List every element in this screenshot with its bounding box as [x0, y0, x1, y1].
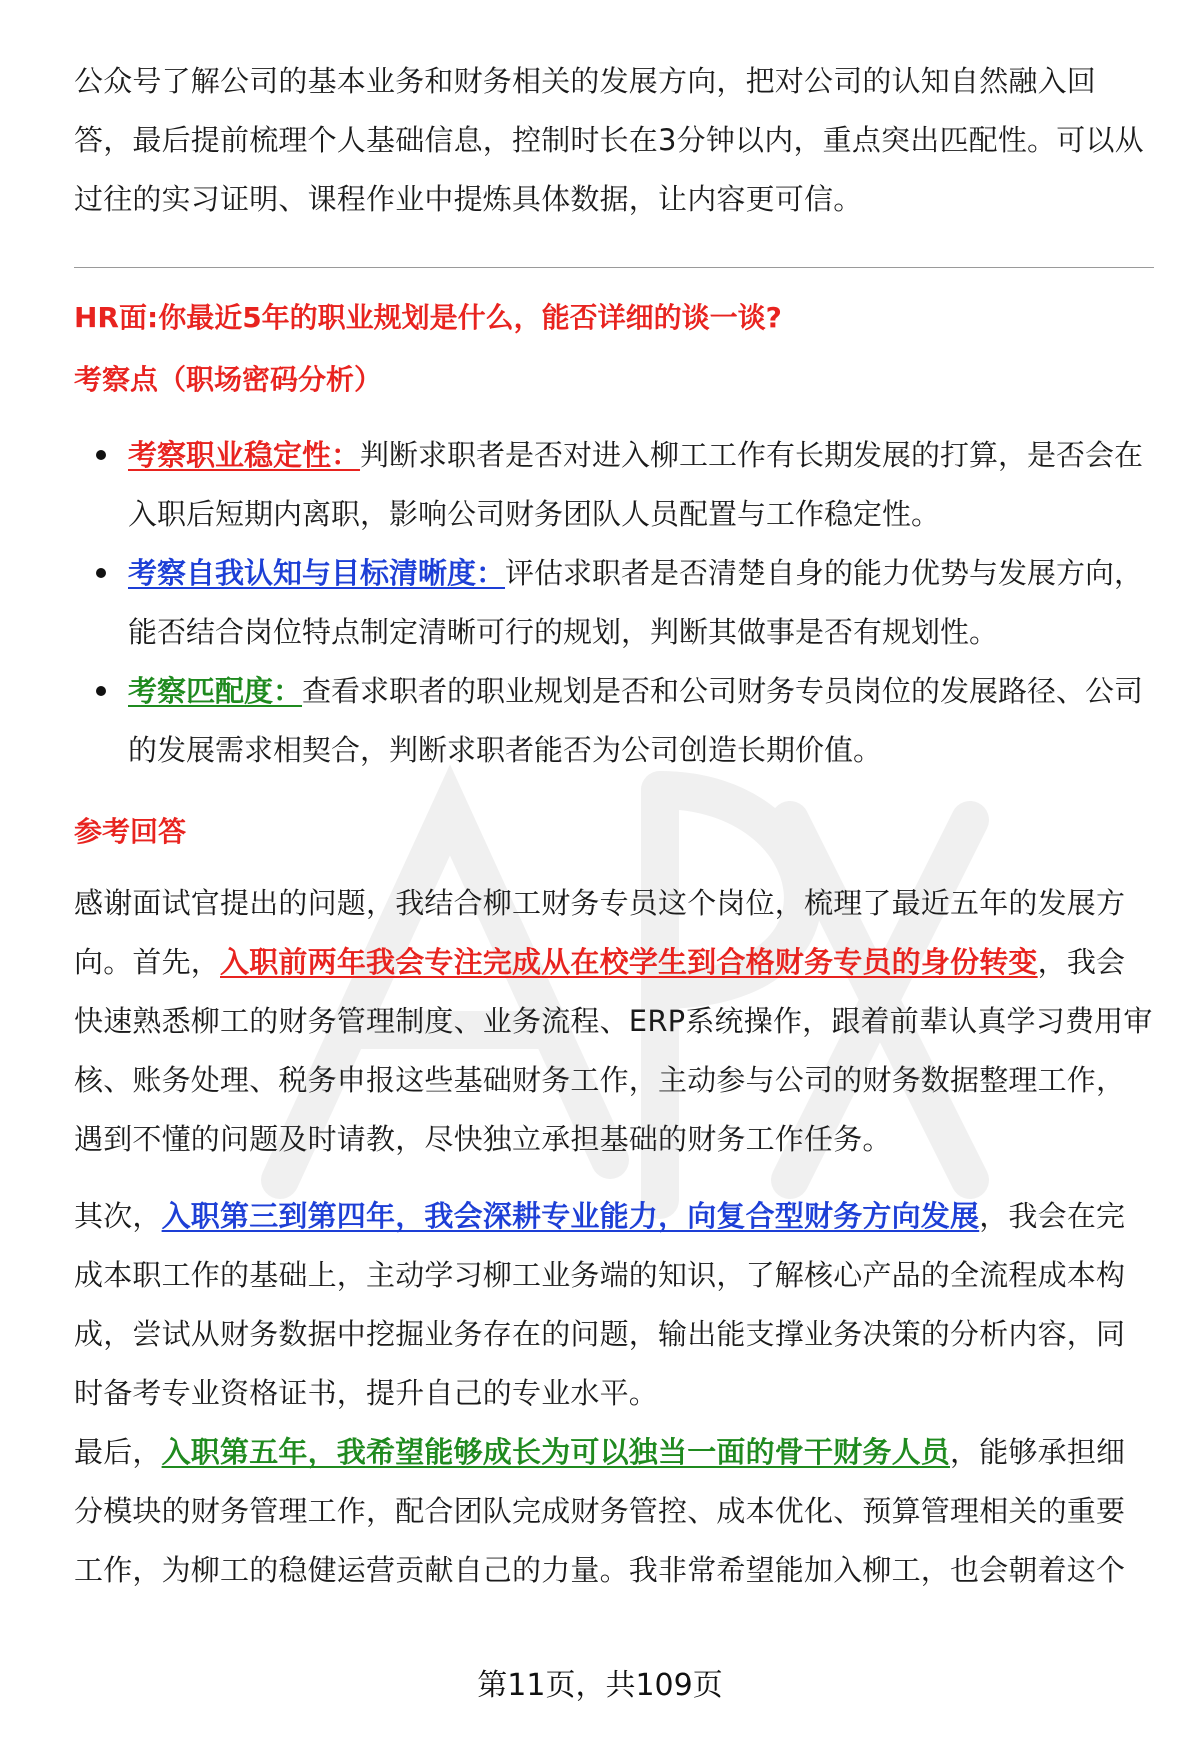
assessment-point-stability [74, 426, 1154, 544]
assessment-point-fit [74, 662, 1154, 780]
assessment-point-key: 考察职业稳定性： [128, 438, 361, 472]
answer-paragraph-3 [74, 1423, 1154, 1600]
assessment-point-self-awareness [74, 544, 1154, 662]
intro-paragraph: 公众号了解公司的基本业务和财务相关的发展方向，把对公司的认知自然融入回答，最后提前梳理个人基础信息，控制时长在3分钟以内，重点突出匹配性。可以从过往的实习证明、课程作业中提炼具体数据，让内容更可信。 [74, 64, 1144, 216]
reference-answer-title: 参考回答 [74, 815, 187, 848]
answer-highlight-years-three-four: 入职第三到第四年，我会深耕专业能力，向复合型财务方向发展 [161, 1199, 980, 1233]
answer-text: 最后， [74, 1435, 162, 1469]
assessment-point-text: 判断求职者是否对进入柳工工作有长期发展的打算，是否会在入职后短期内离职，影响公司财务团队人员配置与工作稳定性。 [128, 438, 1144, 531]
document-page [74, 52, 1154, 1600]
assessment-point-text: 查看求职者的职业规划是否和公司财务专员岗位的发展路径、公司的发展需求相契合，判断求职者能否为公司创造长期价值。 [128, 674, 1144, 767]
assessment-point-text: 评估求职者是否清楚自身的能力优势与发展方向，能否结合岗位特点制定清晰可行的规划，判断其做事是否有规划性。 [128, 556, 1144, 649]
answer-text: ，我会快速熟悉柳工的财务管理制度、业务流程、ERP系统操作，跟着前辈认真学习费用审核、账务处理、税务申报这些基础财务工作，主动参与公司的财务数据整理工作，遇到不懂的问题及时请教，尽快独立承担基础的财务工作任务。 [74, 945, 1153, 1156]
assessment-points-list [74, 426, 1154, 780]
answer-highlight-first-two-years: 入职前两年我会专注完成从在校学生到合格财务专员的身份转变 [220, 945, 1038, 979]
answer-text: ，我会在完成本职工作的基础上，主动学习柳工业务端的知识，了解核心产品的全流程成本构成，尝试从财务数据中挖掘业务存在的问题，输出能支撑业务决策的分析内容，同时备考专业资格证书，提升自己的专业水平。 [74, 1199, 1126, 1410]
answer-paragraph-1 [74, 874, 1154, 1169]
bullet-dot-icon [96, 568, 106, 578]
answer-text: 其次， [74, 1199, 162, 1233]
section-divider [74, 267, 1154, 268]
assessment-point-key: 考察自我认知与目标清晰度： [128, 556, 506, 590]
page-number-footer: 第11页，共109页 [477, 1668, 723, 1703]
assessment-point-key: 考察匹配度： [128, 674, 303, 708]
interview-question: HR面:你最近5年的职业规划是什么，能否详细的谈一谈? [74, 301, 782, 334]
answer-paragraph-2 [74, 1187, 1154, 1423]
bullet-dot-icon [96, 686, 106, 696]
bullet-dot-icon [96, 450, 106, 460]
answer-text: 感谢面试官提出的问题，我结合柳工财务专员这个岗位，梳理了最近五年的发展方向。首先， [74, 886, 1126, 979]
answer-highlight-year-five: 入职第五年，我希望能够成长为可以独当一面的骨干财务人员 [161, 1435, 951, 1469]
assessment-points-title: 考察点（职场密码分析） [74, 363, 383, 396]
answer-text: ，能够承担细分模块的财务管理工作，配合团队完成财务管控、成本优化、预算管理相关的重要工作，为柳工的稳健运营贡献自己的力量。我非常希望能加入柳工，也会朝着这个 [74, 1435, 1126, 1587]
